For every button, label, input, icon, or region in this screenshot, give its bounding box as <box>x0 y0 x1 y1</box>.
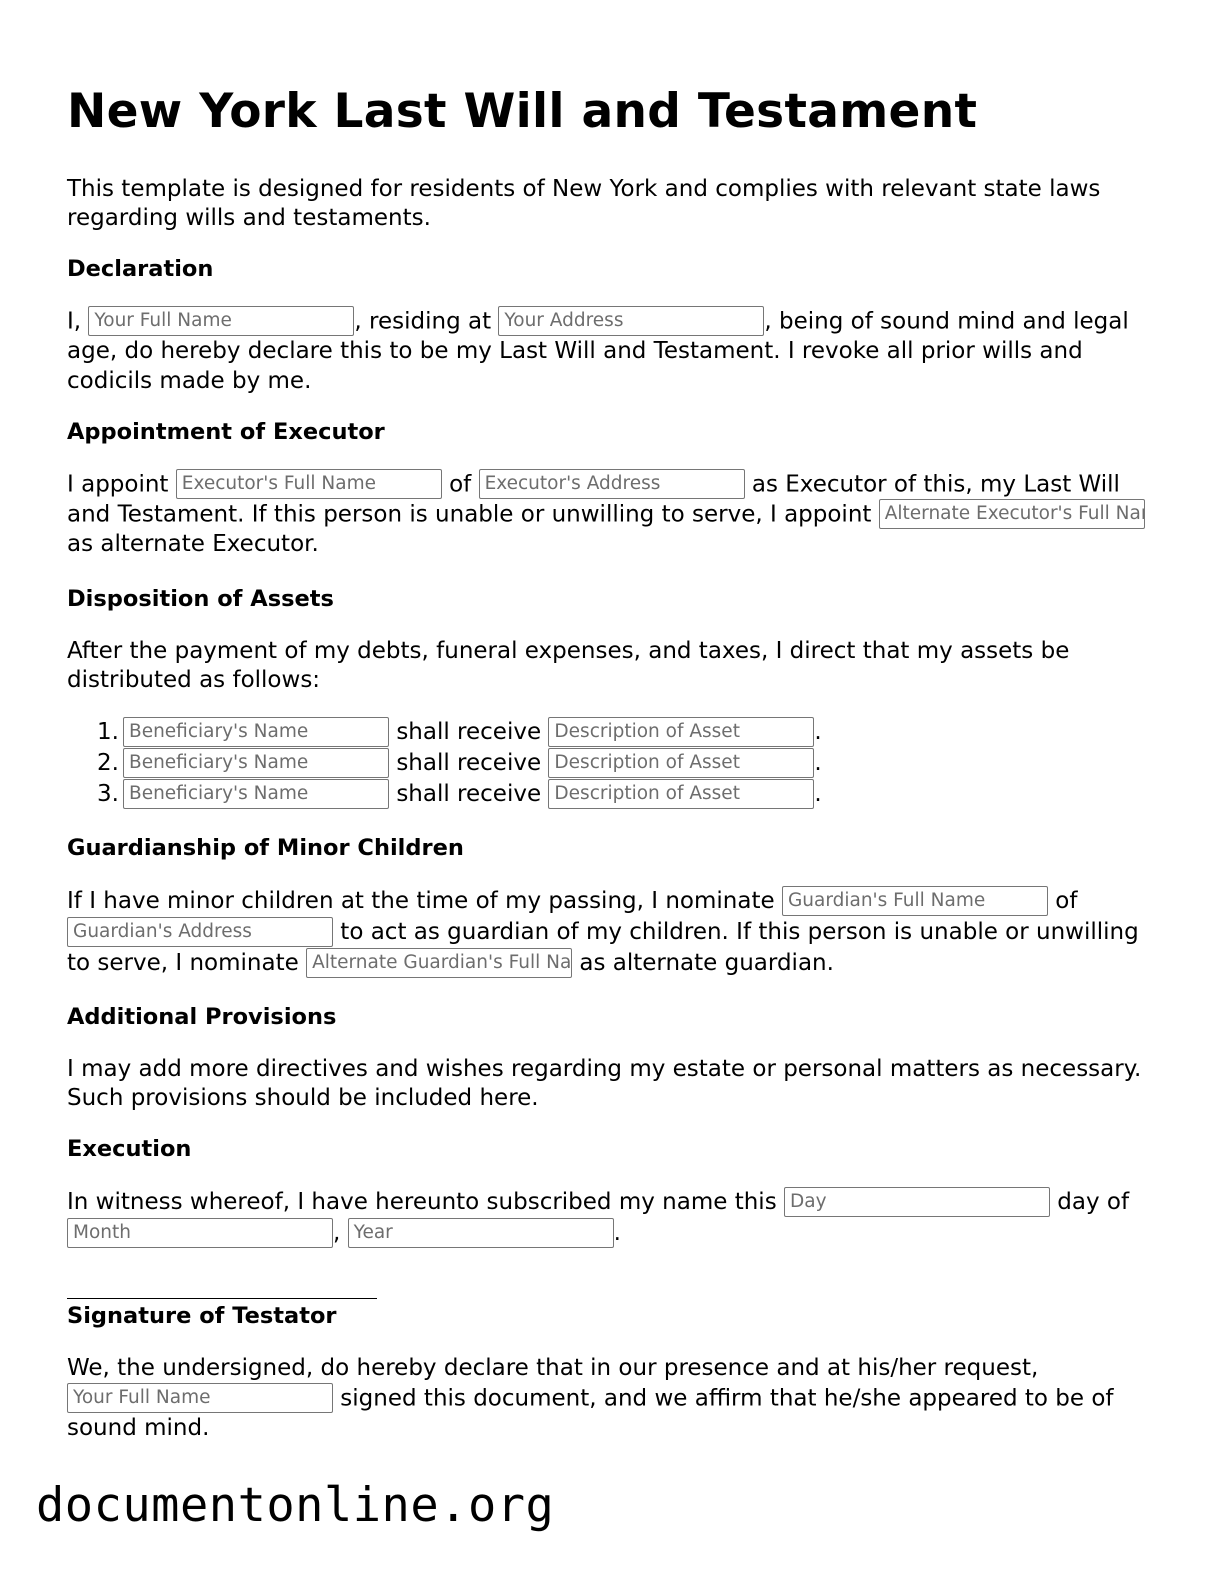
execution-heading: Execution <box>67 1136 192 1162</box>
watermark: documentonline.org <box>36 1478 555 1533</box>
month-field[interactable] <box>67 1218 333 1248</box>
asset-description-field[interactable] <box>548 717 814 747</box>
executor-name-field[interactable] <box>176 469 442 499</box>
asset-description-field[interactable] <box>548 748 814 778</box>
declaration-heading: Declaration <box>67 256 214 282</box>
executor-paragraph: I appoint Executor's Full Name of Executor's Address as Executor of this, my Last Will and Testament. If this person is unable or unwilling to serve, I appoint Alternate Executor's Full Name as alternate Executor. <box>67 470 1162 560</box>
list-item: 2.Beneficiary's Name shall receive Description of Asset . <box>67 748 822 779</box>
executor-heading: Appointment of Executor <box>67 419 385 445</box>
executor-address-field[interactable] <box>479 469 745 499</box>
year-field[interactable] <box>348 1218 614 1248</box>
beneficiary-name-field[interactable] <box>123 717 389 747</box>
guardianship-heading: Guardianship of Minor Children <box>67 835 464 861</box>
asset-description-field[interactable] <box>548 779 814 809</box>
additional-paragraph: I may add more directives and wishes regarding my estate or personal matters as necessary. Such provisions should be included here. <box>67 1056 1142 1111</box>
guardian-name-field[interactable] <box>782 886 1048 916</box>
alternate-guardian-field[interactable] <box>306 948 572 978</box>
guardianship-paragraph: If I have minor children at the time of my passing, I nominate Guardian's Full Name of Guardian's Address to act as guardian of my children. If this person is unable or unwilling to serve, I nominate Alternate Guardian's Full Name as alternate guardian. <box>67 886 1162 979</box>
list-item: 3.Beneficiary's Name shall receive Description of Asset . <box>67 779 822 810</box>
guardian-address-field[interactable] <box>67 917 333 947</box>
witness-testator-name-field[interactable] <box>67 1383 333 1413</box>
day-field[interactable] <box>784 1187 1050 1217</box>
execution-paragraph: In witness whereof, I have hereunto subscribed my name this Day day of Month, Year . <box>67 1187 1162 1249</box>
assets-heading: Disposition of Assets <box>67 586 334 612</box>
document-title: New York Last Will and Testament <box>67 84 978 139</box>
beneficiary-name-field[interactable] <box>123 779 389 809</box>
assets-paragraph: After the payment of my debts, funeral expenses, and taxes, I direct that my assets be distributed as follows: <box>67 638 1070 693</box>
intro-paragraph: This template is designed for residents of New York and complies with relevant state laws regarding wills and testaments. <box>67 176 1101 231</box>
alternate-executor-field[interactable] <box>879 499 1145 529</box>
testator-address-field[interactable] <box>498 306 764 336</box>
signature-heading: Signature of Testator <box>67 1303 337 1329</box>
signature-line <box>67 1298 377 1299</box>
asset-list <box>67 717 822 810</box>
witness-paragraph: We, the undersigned, do hereby declare that in our presence and at his/her request, Your Full Name signed this document, and we affirm that he/she appeared to be of sound mind. <box>67 1354 1162 1443</box>
beneficiary-name-field[interactable] <box>123 748 389 778</box>
list-item: 1.Beneficiary's Name shall receive Description of Asset . <box>67 717 822 748</box>
testator-name-field[interactable] <box>88 306 354 336</box>
additional-heading: Additional Provisions <box>67 1004 337 1030</box>
declaration-paragraph: I, Your Full Name , residing at Your Address , being of sound mind and legal age, do hereby declare this to be my Last Will and Testament. I revoke all prior wills and codicils made by me. <box>67 307 1162 396</box>
